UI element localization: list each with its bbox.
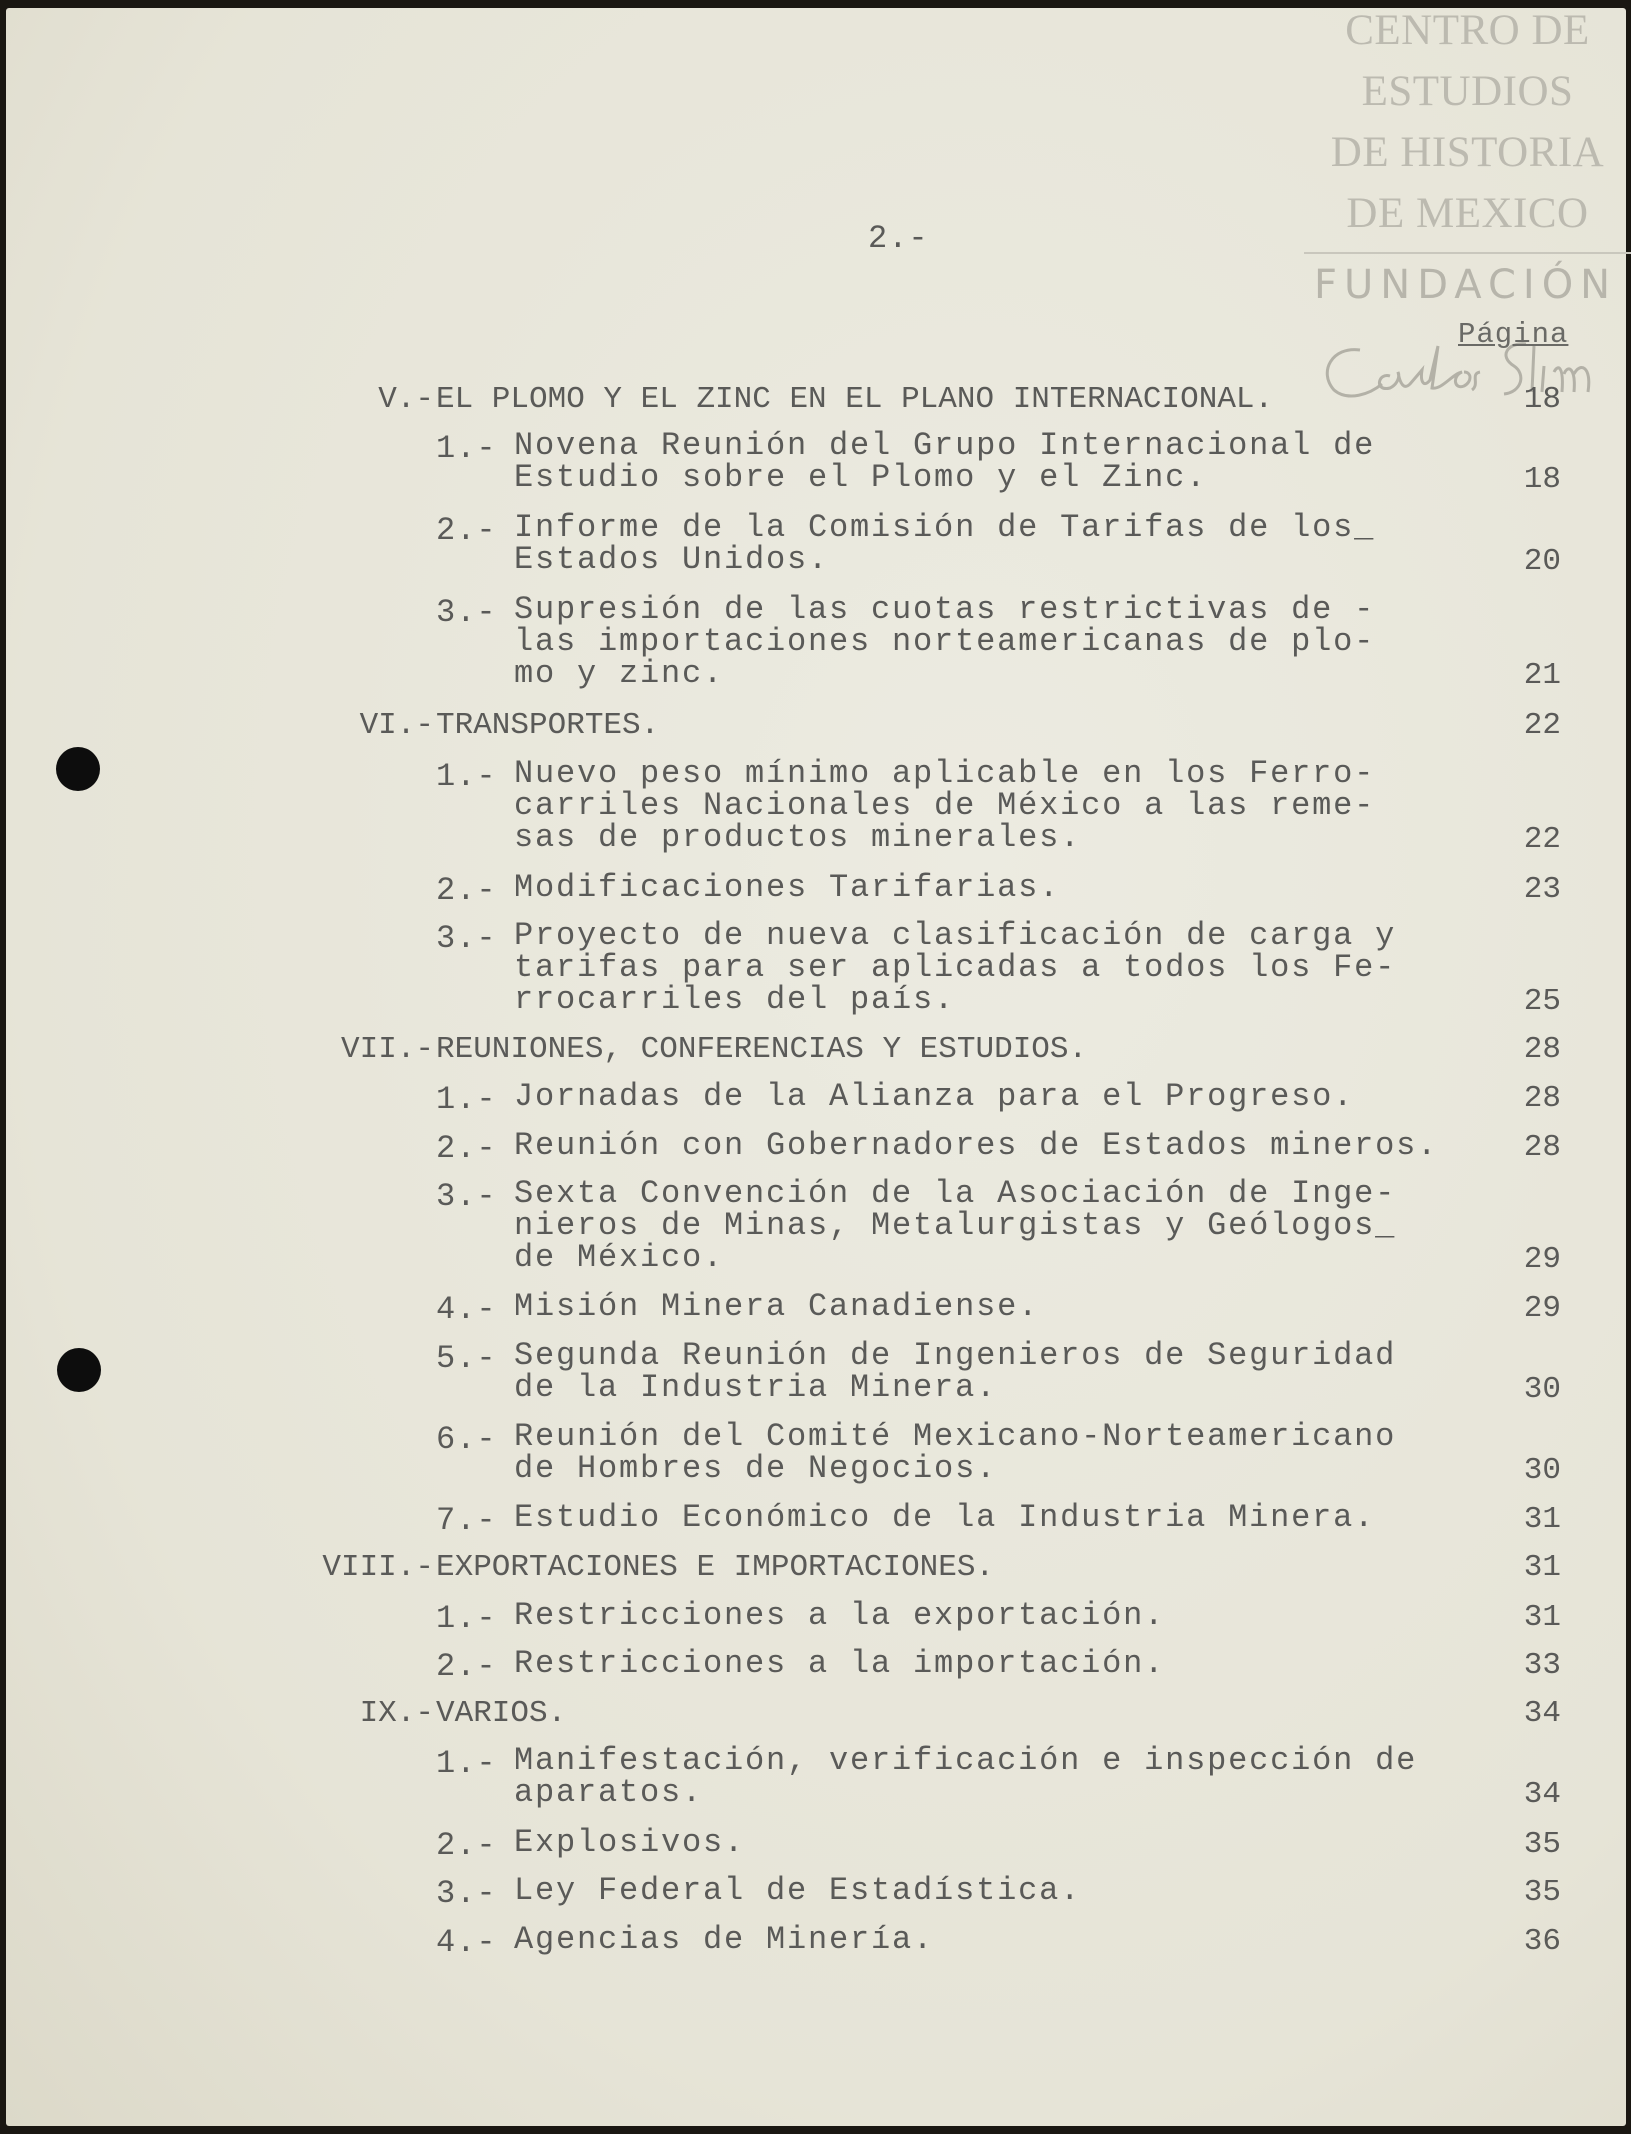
page-ref: 33 xyxy=(1523,1648,1561,1683)
page-ref: 31 xyxy=(1523,1502,1561,1537)
section-title: TRANSPORTES. xyxy=(436,708,660,743)
page-ref: 35 xyxy=(1523,1875,1561,1910)
section-number: VIII.- xyxy=(322,1550,434,1585)
page-ref: 23 xyxy=(1523,872,1561,907)
page-ref: 28 xyxy=(1523,1032,1561,1067)
item-text: Informe de la Comisión de Tarifas de los_ Estados Unidos. xyxy=(514,509,1376,578)
section-title: EXPORTACIONES E IMPORTACIONES. xyxy=(436,1550,995,1585)
page-ref: 31 xyxy=(1523,1550,1561,1585)
item-text: Restricciones a la exportación. xyxy=(514,1597,1166,1634)
section-title: EL PLOMO Y EL ZINC EN EL PLANO INTERNACIONAL. xyxy=(436,382,1274,417)
section-number: VII.- xyxy=(340,1032,434,1067)
page-ref: 34 xyxy=(1523,1696,1561,1731)
page-ref: 22 xyxy=(1523,822,1561,857)
item-number: 5.- xyxy=(436,1340,497,1377)
section-title: REUNIONES, CONFERENCIAS Y ESTUDIOS. xyxy=(436,1032,1088,1067)
item-number: 2.- xyxy=(436,1130,497,1167)
item-text: Ley Federal de Estadística. xyxy=(514,1872,1082,1909)
stamp-foundation: FUNDACIÓN xyxy=(1314,262,1618,308)
item-text: Explosivos. xyxy=(514,1824,746,1861)
item-number: 3.- xyxy=(436,1178,497,1215)
item-text: Sexta Convención de la Asociación de Inge- nieros de Minas, Metalurgistas y Geólogos_ de México. xyxy=(514,1175,1397,1276)
page-ref: 35 xyxy=(1523,1827,1561,1862)
item-text: Restricciones a la importación. xyxy=(514,1645,1166,1682)
stamp-line: ESTUDIOS xyxy=(1361,68,1574,115)
item-text: Manifestación, verificación e inspección de aparatos. xyxy=(514,1742,1418,1811)
item-number: 3.- xyxy=(436,920,497,957)
page-column-header: Página xyxy=(1458,318,1569,351)
page-ref: 25 xyxy=(1523,984,1561,1019)
page-ref: 22 xyxy=(1523,708,1561,743)
item-number: 4.- xyxy=(436,1291,497,1328)
page-ref: 34 xyxy=(1523,1777,1561,1812)
item-number: 7.- xyxy=(436,1502,497,1539)
item-number: 2.- xyxy=(436,1827,497,1864)
item-text: Reunión con Gobernadores de Estados mineros. xyxy=(514,1127,1439,1164)
item-number: 2.- xyxy=(436,1648,497,1685)
item-text: Misión Minera Canadiense. xyxy=(514,1288,1040,1325)
item-number: 1.- xyxy=(436,1600,497,1637)
item-text: Nuevo peso mínimo aplicable en los Ferro- carriles Nacionales de México a las reme- sas de productos minerales. xyxy=(514,755,1376,856)
page-ref: 29 xyxy=(1523,1242,1561,1277)
item-text: Estudio Económico de la Industria Minera. xyxy=(514,1499,1376,1536)
section-number: VI.- xyxy=(359,708,434,743)
item-number: 6.- xyxy=(436,1421,497,1458)
section-title: VARIOS. xyxy=(436,1696,567,1731)
page-ref: 36 xyxy=(1523,1924,1561,1959)
item-text: Jornadas de la Alianza para el Progreso. xyxy=(514,1078,1355,1115)
item-text: Modificaciones Tarifarias. xyxy=(514,869,1061,906)
page-ref: 21 xyxy=(1523,658,1561,693)
page-ref: 31 xyxy=(1523,1600,1561,1635)
item-number: 1.- xyxy=(436,430,497,467)
stamp-line: CENTRO DE xyxy=(1345,7,1590,54)
item-number: 2.- xyxy=(436,872,497,909)
item-number: 1.- xyxy=(436,1745,497,1782)
page-ref: 28 xyxy=(1523,1081,1561,1116)
page-ref: 30 xyxy=(1523,1453,1561,1488)
item-number: 3.- xyxy=(436,594,497,631)
page-ref: 30 xyxy=(1523,1372,1561,1407)
stamp-line: DE MEXICO xyxy=(1346,190,1589,237)
item-text: Proyecto de nueva clasificación de carga y tarifas para ser aplicadas a todos los Fe- rrocarriles del país. xyxy=(514,917,1397,1018)
item-text: Segunda Reunión de Ingenieros de Seguridad de la Industria Minera. xyxy=(514,1337,1397,1406)
item-text: Novena Reunión del Grupo Internacional de Estudio sobre el Plomo y el Zinc. xyxy=(514,427,1376,496)
page-ref: 29 xyxy=(1523,1291,1561,1326)
item-text: Supresión de las cuotas restrictivas de - las importaciones norteamericanas de plo- mo y zinc. xyxy=(514,591,1376,692)
stamp-divider xyxy=(1304,252,1631,254)
page-ref: 28 xyxy=(1523,1130,1561,1165)
item-text: Agencias de Minería. xyxy=(514,1921,935,1958)
stamp-line: DE HISTORIA xyxy=(1330,129,1605,176)
section-number: IX.- xyxy=(359,1696,434,1731)
page-ref: 20 xyxy=(1523,544,1561,579)
item-text: Reunión del Comité Mexicano-Norteamericano de Hombres de Negocios. xyxy=(514,1418,1397,1487)
item-number: 3.- xyxy=(436,1875,497,1912)
item-number: 2.- xyxy=(436,512,497,549)
page-ref: 18 xyxy=(1523,462,1561,497)
page-number: 2.- xyxy=(868,220,929,257)
page-ref: 18 xyxy=(1523,382,1561,417)
item-number: 4.- xyxy=(436,1924,497,1961)
punch-hole xyxy=(57,1348,101,1392)
punch-hole xyxy=(56,747,100,791)
item-number: 1.- xyxy=(436,1081,497,1118)
item-number: 1.- xyxy=(436,758,497,795)
section-number: V.- xyxy=(378,382,434,417)
